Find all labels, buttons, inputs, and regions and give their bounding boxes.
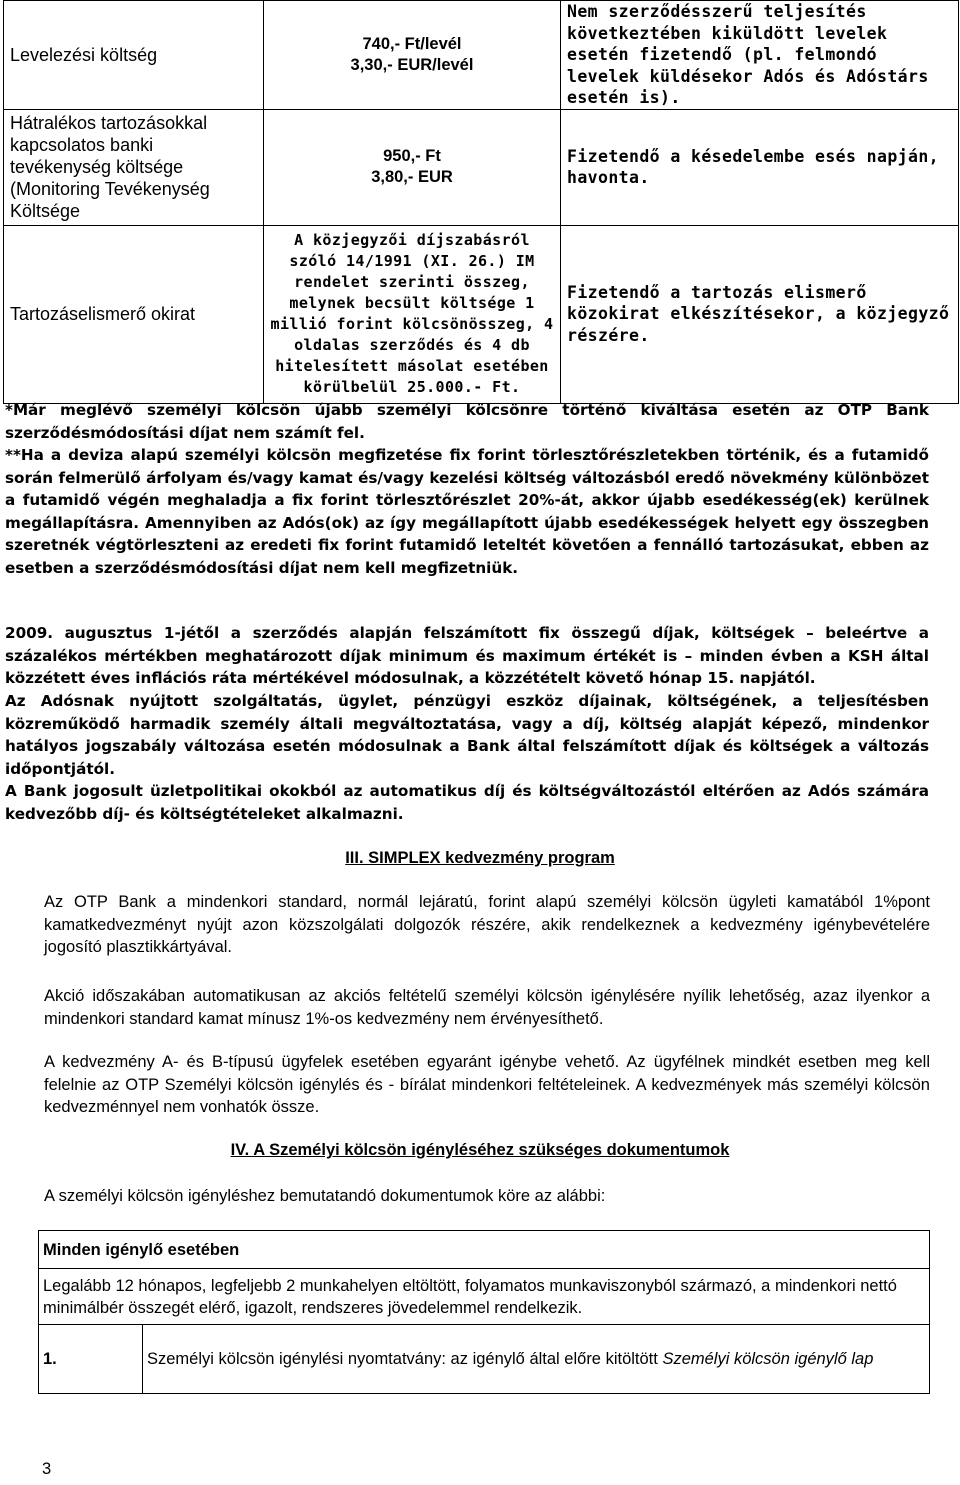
item-number: 1. <box>39 1325 143 1394</box>
fee-amount <box>264 109 561 225</box>
item-description <box>143 1325 930 1394</box>
paragraph-policy: A Bank jogosult üzletpolitikai okokból az automatikus díj és költségváltozástól eltérően az Adós számára kedvezőbb díj- és költségtételeket alkalmazni. <box>5 782 929 823</box>
section-heading-simplex: III. SIMPLEX kedvezmény program <box>345 849 615 867</box>
footnote-star1: *Már meglévő személyi kölcsön újabb személyi kölcsönre történő kiváltása esetén az OTP Bank szerződésmódosítási díjat nem számít fel. <box>5 401 929 442</box>
paragraph-aug2009: 2009. augusztus 1-jétől a szerződés alapján felszámított fix összegű díjak, költségek – beleértve a százalékos mértékben meghatározott díjak minimum és maximum értékét is – minden évben a KSH által közzétett éves inflációs ráta mértékével módosulnak, a közzétételt követő hónap 15. napjától. <box>5 624 929 688</box>
documents-table <box>38 1230 930 1394</box>
table-row <box>4 109 959 225</box>
item-text-italic: Személyi kölcsön igénylő lap <box>662 1350 874 1368</box>
fee-table <box>3 0 959 404</box>
fee-label: Levelezési költség <box>4 1 264 110</box>
section-heading-documents: IV. A Személyi kölcsön igényléséhez szükséges dokumentumok <box>230 1141 730 1159</box>
fee-note: Fizetendő a tartozás elismerő közokirat elkészítésekor, a közjegyző részére. <box>561 225 959 403</box>
documents-table-header: Minden igénylő esetében <box>39 1231 930 1269</box>
fee-amount <box>264 1 561 110</box>
fee-note: Nem szerződésszerű teljesítés következtében kiküldött levelek esetén fizetendő (pl. felmondó levelek küldésekor Adós és Adóstárs esetén is). <box>561 1 959 110</box>
simplex-paragraph-1: Az OTP Bank a mindenkori standard, normál lejáratú, forint alapú személyi kölcsön ügyleti kamatából 1%pont kamatkedvezményt nyújt azon közszolgálati dolgozók részére, akik rendelkeznek a kedvezmény igénybevételére jogosító plasztikkártyával. <box>44 893 930 956</box>
fee-amount-huf: 950,- Ft <box>383 147 441 165</box>
page-number: 3 <box>42 1460 52 1478</box>
fee-amount-huf: 740,- Ft/levél <box>362 34 462 53</box>
income-requirement: Legalább 12 hónapos, legfeljebb 2 munkahelyen eltöltött, folyamatos munkaviszonyból származó, a mindenkori nettó minimálbér összegét elérő, igazolt, rendszeres jövedelemmel rendelkezik. <box>39 1269 930 1325</box>
fee-amount: A közjegyzői díjszabásról szóló 14/1991 (XI. 26.) IM rendelet szerinti összeg, melynek becsült költsége 1 millió forint kölcsönösszeg, 4 oldalas szerződés és 4 db hitelesített másolat esetében körülbelül 25.000.- Ft. <box>264 225 561 403</box>
table-row <box>39 1325 930 1394</box>
item-text-plain: Személyi kölcsön igénylési nyomtatvány <box>147 1350 442 1368</box>
item-text-rest: : az igénylő által előre kitöltött <box>441 1350 663 1368</box>
simplex-paragraph-2: Akció időszakában automatikusan az akciós feltételű személyi kölcsön igénylésére nyílik lehetőség, azaz ilyenkor a mindenkori standard kamat mínusz 1%-os kedvezmény nem érvényesíthető. <box>44 987 930 1028</box>
documents-intro: A személyi kölcsön igényléshez bemutatandó dokumentumok köre az alábbi: <box>44 1187 606 1205</box>
table-row <box>4 225 959 403</box>
footnote-star2: **Ha a deviza alapú személyi kölcsön megfizetése fix forint törlesztőrészletekben történik, és a futamidő során felmerülő árfolyam és/vagy kamat és/vagy kezelési költség változásból eredő növekmény különbözet a futamidő végén meghaladja a fix forint törlesztőrészlet 20%-át, akkor újabb esedékesség(ek) kerülnek megállapításra. Amennyiben az Adós(ok) az így megállapított újabb esedékességek helyett egy összegben szeretnék végtörleszteni az eredeti fix forint futamidő leteltét követően a fennálló tartozásukat, ebben az esetben a szerződésmódosítási díjat nem kell megfizetniük. <box>5 446 929 577</box>
fee-note: Fizetendő a késedelembe esés napján, havonta. <box>561 109 959 225</box>
simplex-paragraph-3: A kedvezmény A- és B-típusú ügyfelek esetében egyaránt igénybe vehető. Az ügyfélnek mindkét esetben meg kell felelnie az OTP Személyi kölcsön igénylés és - bírálat mindenkori feltételeinek. A kedvezmények más személyi kölcsön kedvezménnyel nem vonhatók össze. <box>44 1053 930 1116</box>
fee-amount-eur: 3,30,- EUR/levél <box>350 55 474 74</box>
table-row <box>39 1231 930 1269</box>
table-row <box>39 1269 930 1325</box>
fee-label: Hátralékos tartozásokkal kapcsolatos banki tevékenység költsége (Monitoring Tevékenység Költsége <box>4 109 264 225</box>
table-row <box>4 1 959 110</box>
fee-label: Tartozáselismerő okirat <box>4 225 264 403</box>
fee-amount-eur: 3,80,- EUR <box>371 168 453 186</box>
paragraph-services: Az Adósnak nyújtott szolgáltatás, ügylet, pénzügyi eszköz díjainak, költségének, a teljesítésben közreműködő harmadik személy általi megváltoztatása, vagy a díj, költség alapját képező, mindenkor hatályos jogszabály változása esetén módosulnak a Bank által felszámított díjak és költségek a változás időpontjától. <box>5 692 929 778</box>
